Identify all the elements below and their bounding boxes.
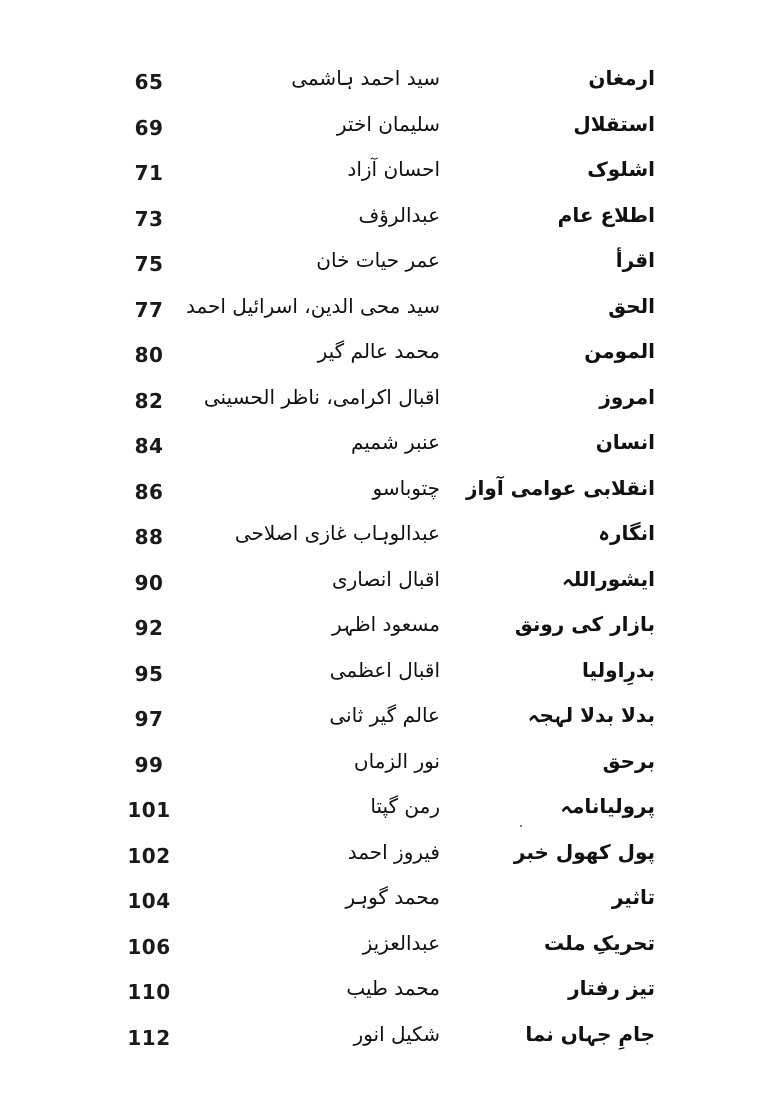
page-number: 95: [134, 661, 164, 686]
page-number: 84: [134, 434, 164, 458]
page-number: 97: [134, 707, 164, 731]
contents-row: [0, 881, 780, 927]
author-name: عمر حیات خان: [316, 248, 440, 272]
contents-row: [0, 290, 780, 336]
publication-title: الحق: [608, 293, 655, 318]
page-number: 99: [134, 752, 164, 777]
author-name: نور الزماں: [353, 748, 440, 773]
author-name: سید احمد ہاشمی: [291, 66, 440, 90]
page-number: 80: [134, 343, 164, 367]
page-number: 73: [134, 206, 164, 231]
publication-title: اطلاع عام: [557, 202, 655, 227]
author-name: شکیل انور: [353, 1021, 440, 1046]
page-number: 90: [134, 570, 164, 595]
author-name: عبدالعزیز: [362, 930, 440, 955]
contents-row: [0, 654, 780, 700]
publication-title: تاثیر: [611, 885, 655, 909]
contents-row: [0, 108, 780, 154]
publication-title: اشلوک: [587, 157, 655, 181]
page-number: 82: [134, 388, 164, 413]
publication-title: ارمغان: [588, 66, 655, 90]
contents-row: [0, 199, 780, 245]
publication-title: پول کھول خبر: [513, 839, 655, 864]
contents-row: [0, 426, 780, 472]
page-number: 106: [127, 934, 171, 959]
page-number: 77: [134, 297, 164, 322]
contents-row: [0, 244, 780, 290]
publication-title: تحریکِ ملت: [543, 930, 655, 955]
contents-list: [0, 62, 780, 1063]
author-name: فیروز احمد: [347, 839, 440, 864]
author-name: رمن گپتا: [370, 794, 440, 818]
page-number: 110: [127, 980, 171, 1004]
publication-title: انقلابی عوامی آواز: [466, 475, 655, 500]
publication-title: بازار کی رونق: [514, 612, 655, 636]
author-name: چتوباسو: [372, 475, 440, 500]
publication-title: اقرأ: [615, 248, 655, 272]
publication-title: انسان: [595, 430, 655, 454]
author-name: عنبر شمیم: [350, 430, 440, 454]
page-number: 92: [134, 616, 164, 640]
page-number: 65: [134, 70, 164, 94]
contents-row: [0, 517, 780, 563]
contents-row: [0, 563, 780, 609]
contents-row: [0, 1018, 780, 1064]
publication-title: انگارہ: [598, 521, 655, 545]
page-number: 104: [127, 889, 171, 913]
author-name: مسعود اظہر: [331, 612, 440, 636]
contents-row: [0, 472, 780, 518]
contents-row: [0, 699, 780, 745]
publication-title: برحق: [602, 748, 655, 773]
page-number: 86: [134, 479, 164, 504]
contents-row: [0, 608, 780, 654]
publication-title: جامِ جہاں نما: [525, 1021, 655, 1046]
page-number: 102: [127, 843, 171, 868]
page-number: 88: [134, 525, 164, 549]
author-name: عالم گیر ثانی: [329, 703, 440, 727]
page-number: 101: [127, 798, 171, 822]
contents-row: [0, 381, 780, 427]
page-number: 112: [127, 1025, 171, 1050]
publication-title: بدلا بدلا لہجہ: [527, 703, 655, 727]
contents-row: [0, 335, 780, 381]
contents-row: [0, 153, 780, 199]
scan-speck: [520, 825, 522, 827]
author-name: عبدالرؤف: [358, 202, 440, 227]
contents-row: [0, 790, 780, 836]
author-name: عبدالوہاب غازی اصلاحی: [234, 521, 440, 545]
author-name: اقبال اکرامی، ناظر الحسینی: [203, 384, 440, 409]
contents-row: [0, 745, 780, 791]
author-name: اقبال اعظمی: [329, 657, 440, 682]
author-name: اقبال انصاری: [331, 566, 440, 591]
publication-title: بدرِاولیا: [581, 657, 655, 682]
author-name: سید محی الدین، اسرائیل احمد: [185, 293, 440, 318]
author-name: محمد عالم گیر: [317, 339, 440, 363]
contents-row: [0, 836, 780, 882]
contents-row: [0, 927, 780, 973]
contents-row: [0, 62, 780, 108]
publication-title: امروز: [599, 384, 655, 409]
author-name: محمد گوہر: [345, 885, 440, 909]
author-name: سلیمان اختر: [336, 111, 440, 136]
author-name: احسان آزاد: [347, 157, 440, 181]
publication-title: استقلال: [573, 111, 655, 136]
publication-title: پرولیانامہ: [560, 794, 655, 818]
publication-title: ایشوراللہ: [561, 566, 655, 591]
publication-title: تیز رفتار: [568, 976, 655, 1000]
publication-title: المومن: [584, 339, 655, 363]
page-number: 71: [134, 161, 164, 185]
page-number: 75: [134, 252, 164, 276]
contents-row: [0, 972, 780, 1018]
author-name: محمد طیب: [346, 976, 440, 1000]
page-number: 69: [134, 115, 164, 140]
